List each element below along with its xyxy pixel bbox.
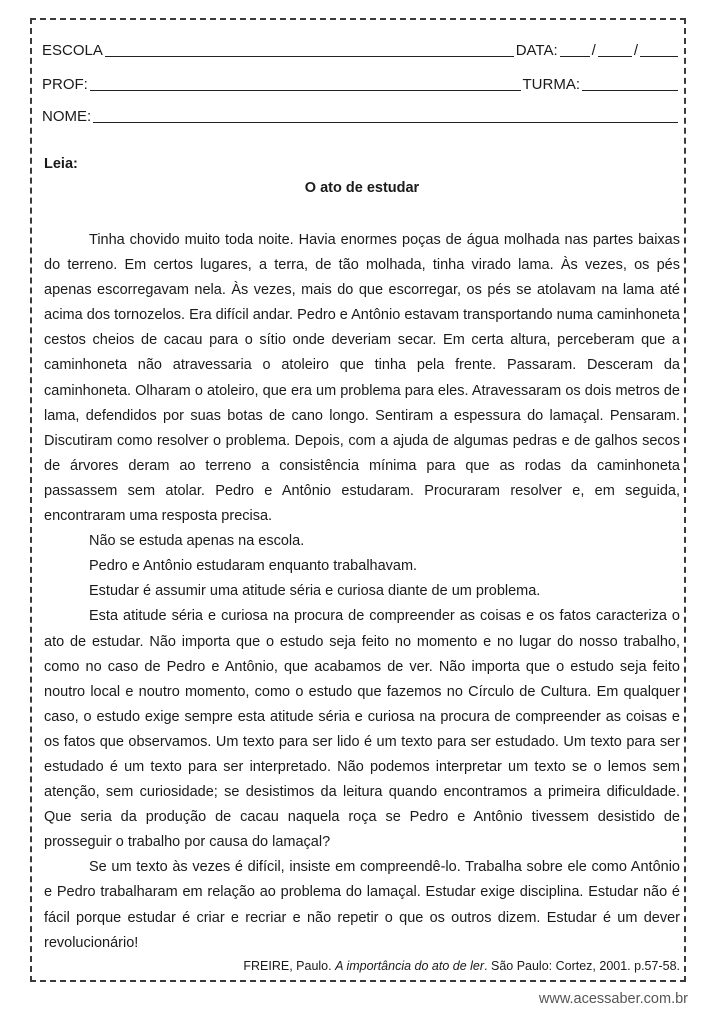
paragraph: Esta atitude séria e curiosa na procura de compreender as coisas e os fatos caracteriza o ato de estudar. Não importa que o estudo seja feito no momento e no lugar do nosso trabalho, como no caso de Pedro e Antônio, que acabamos de ver. Não importa que o estudo seja feito noutro local e noutro momento, como o estudo que fazemos no Círculo de Cultura. Em qualquer caso, o estudo exige sempre esta atitude séria e curiosa na procura de compreender as coisas e os fatos que observamos. Um texto para ser lido é um texto para ser estudado. Um texto para ser estudado é um texto para ser interpretado. Não podemos interpretar um texto se o lemos sem atenção, sem curiosidade; se desistimos da leitura quando encontramos a primeira dificuldade. Que seria da produção de cacau naquela roça se Pedro e Antônio tivessem desistido de prosseguir o trabalho por causa do lamaçal? [44,608,680,851]
class-label: TURMA: [522,76,580,93]
footer-website: www.acessaber.com.br [538,991,688,1007]
paragraph: Se um texto às vezes é difícil, insiste em compreendê-lo. Trabalha sobre ele como Antônio e Pedro trabalharam em relação ao problema do lamaçal. Estudar exige disciplina. Estudar não é fácil porque estudar é criar e recriar e não repetir o que os outros dizem. Estudar é um dever revolucionário! [44,859,680,951]
header-teacher-line [42,76,680,94]
teacher-label: PROF: [42,76,88,93]
date-month-field[interactable] [598,56,632,57]
date-separator: / [633,42,638,59]
read-instruction: Leia: [44,156,78,172]
teacher-field[interactable] [90,90,521,91]
date-day-field[interactable] [560,56,590,57]
date-label: DATA: [515,42,558,59]
citation-author: FREIRE, Paulo. [243,959,332,973]
paragraph: Pedro e Antônio estudaram enquanto trabalhavam. [89,558,418,575]
citation-work: A importância do ato de ler [335,959,485,973]
paragraph: Tinha chovido muito toda noite. Havia enormes poças de água molhada nas partes baixas do terreno. Em certos lugares, a terra, de tão molhada, tinha virado lama. Às vezes, os pés apenas escorregavam nela. Às vezes, mais do que escorregar, os pés se atolavam na lama até acima dos tornozelos. Era difícil andar. Pedro e Antônio estavam transportando numa caminhoneta cestos cheios de cacau para o sítio onde deveriam secar. Em certa altura, perceberam que a caminhoneta não atravessaria o atoleiro que tinha pela frente. Passaram. Desceram da caminhoneta. Olharam o atoleiro, que era um problema para eles. Atravessaram os dois metros de lama, defendidos por suas botas de cano longo. Sentiram a espessura do lamaçal. Pensaram. Discutiram como resolver o problema. Depois, com a ajuda de algumas pedras e de galhos secos de árvores deram ao terreno a consistência mínima para que as rodas da caminhoneta passassem sem atolar. Pedro e Antônio estudaram. Procuraram resolver e, em seguida, encontraram uma resposta precisa. [44,232,680,525]
header-school-line [42,42,680,60]
date-year-field[interactable] [640,56,678,57]
name-label: NOME: [42,108,92,125]
header-name-line [42,108,680,126]
date-separator: / [591,42,596,59]
school-label: ESCOLA [42,42,103,59]
paragraph: Não se estuda apenas na escola. [89,533,305,550]
school-field[interactable] [105,56,514,57]
paragraph: Estudar é assumir uma atitude séria e curiosa diante de um problema. [89,583,541,600]
name-field[interactable] [93,122,678,123]
class-field[interactable] [582,90,678,91]
citation [243,959,680,973]
text-title: O ato de estudar [304,180,420,196]
citation-publisher: . São Paulo: Cortez, 2001. p.57-58. [484,959,680,973]
text-body [44,228,680,956]
